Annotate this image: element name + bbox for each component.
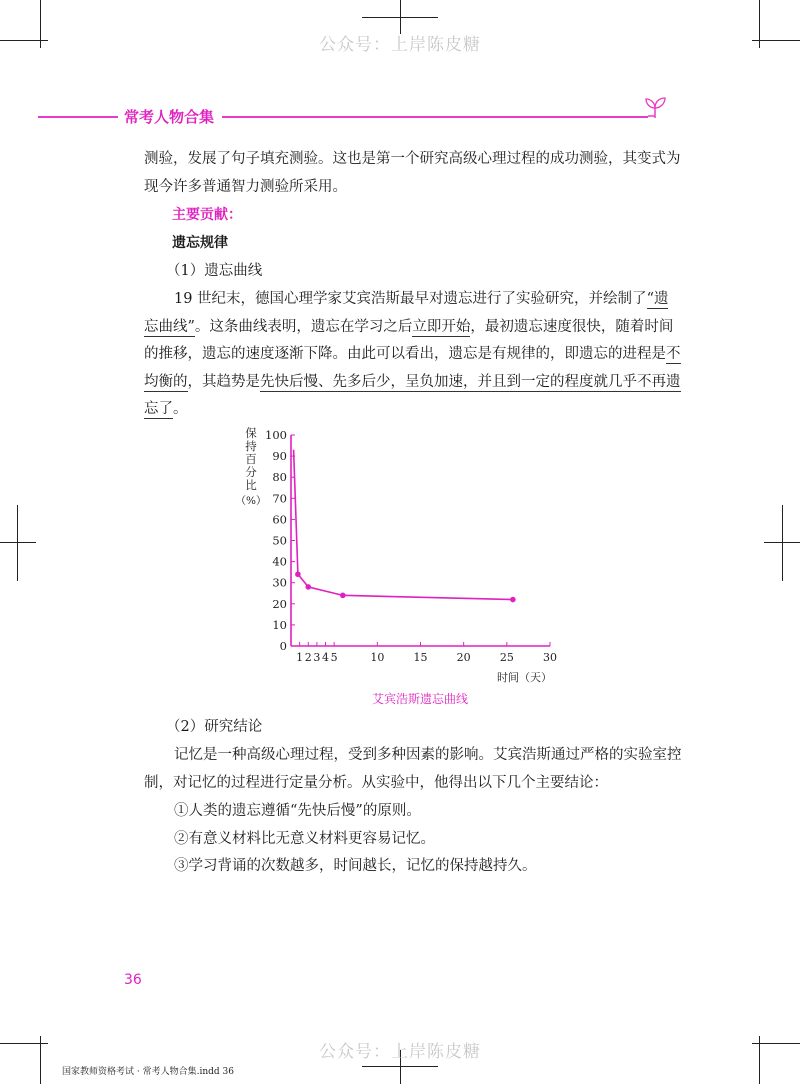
y-axis-label-char: 百 xyxy=(245,452,257,466)
x-tick-label: 1 xyxy=(296,651,304,664)
underlined-term: 忘了 xyxy=(144,401,173,417)
underlined-term: 不 xyxy=(666,346,681,362)
data-point xyxy=(340,593,346,599)
x-tick-label: 15 xyxy=(413,651,428,664)
series-line xyxy=(294,450,513,600)
header-rule-left xyxy=(38,116,118,118)
section-label: 主要贡献： xyxy=(172,207,242,223)
x-tick-label: 2 xyxy=(304,651,312,664)
y-tick-label: 80 xyxy=(272,470,287,485)
y-tick-label: 100 xyxy=(265,428,287,442)
crop-mark xyxy=(0,542,36,543)
text-run: 。这条曲线表明，遗忘在学习之后 xyxy=(194,318,413,335)
x-tick-label: 20 xyxy=(456,651,471,664)
crop-mark xyxy=(782,505,783,581)
footer-file-info: 国家教师资格考试 · 常考人物合集.indd 36 xyxy=(62,1067,234,1077)
underlined-term: 均衡的 xyxy=(144,373,188,390)
y-axis-label-char: 分 xyxy=(245,465,257,479)
page-number: 36 xyxy=(124,972,142,988)
data-point xyxy=(510,597,516,603)
underlined-term: 忘曲线” xyxy=(144,318,195,335)
list-item: ②有意义材料比无意义材料更容易记忆。 xyxy=(174,830,435,847)
y-tick-label: 40 xyxy=(272,554,287,569)
intro-paragraph xyxy=(144,146,681,201)
underlined-term: “遗 xyxy=(646,291,669,307)
conclusion-list xyxy=(144,798,658,881)
forgetting-curve-chart xyxy=(220,420,580,690)
y-tick-label: 50 xyxy=(272,533,287,548)
list-item: ③学习背诵的次数越多，时间越长，记忆的保持越持久。 xyxy=(174,858,537,874)
list-item: ①人类的遗忘遵循“先快后慢”的原则。 xyxy=(174,803,421,819)
x-axis-label: 时间（天） xyxy=(497,671,552,684)
x-tick-label: 5 xyxy=(330,651,338,664)
crop-mark xyxy=(17,505,18,581)
x-tick-label: 30 xyxy=(543,651,557,664)
text-line xyxy=(144,314,674,342)
crop-mark xyxy=(362,17,438,18)
text-run: 。 xyxy=(173,401,188,417)
underlined-term: 先快后慢、先多后少，呈负加速，并且到一定的程度就几乎不再遗 xyxy=(260,373,681,390)
data-series xyxy=(294,450,516,603)
y-axis-label-char: 比 xyxy=(245,478,257,492)
x-tick-label: 25 xyxy=(499,651,514,664)
header-title: 常考人物合集 xyxy=(124,108,215,126)
y-tick-label: 60 xyxy=(272,512,287,527)
y-axis-label xyxy=(236,426,267,507)
y-tick-label: 30 xyxy=(272,575,287,590)
conclusion-paragraph xyxy=(144,742,682,797)
header-rule-right xyxy=(222,116,648,118)
y-tick-label: 10 xyxy=(272,617,287,632)
watermark-bottom: 公众号：上岸陈皮糖 xyxy=(319,1042,481,1062)
sprout-icon xyxy=(640,94,670,120)
text-run: 19 世纪末，德国心理学家艾宾浩斯最早对遗忘进行了实验研究，并绘制了 xyxy=(174,291,647,307)
text-run: ，最初遗忘速度很快，随着时间 xyxy=(470,318,674,335)
underlined-term: 立即开始 xyxy=(412,318,471,335)
y-axis-label-char: 保 xyxy=(245,426,257,440)
data-point xyxy=(305,584,311,590)
y-tick-label: 0 xyxy=(279,639,287,653)
text-run: 的推移，遗忘的速度逐渐下降。由此可以看出，遗忘是有规律的，即遗忘的进程是 xyxy=(144,346,666,362)
data-point xyxy=(295,571,301,577)
text-line: 记忆是一种高级心理过程，受到多种因素的影响。艾宾浩斯通过严格的实验室控 xyxy=(174,747,682,763)
text-line: 现今许多普通智力测验所采用。 xyxy=(144,178,347,195)
x-tick-label: 4 xyxy=(322,651,330,664)
subsection-title-curve: （1）遗忘曲线 xyxy=(166,263,263,279)
y-tick-label: 70 xyxy=(272,491,287,506)
topic-title: 遗忘规律 xyxy=(172,235,228,251)
text-line: 测验，发展了句子填充测验。这也是第一个研究高级心理过程的成功测验，其变式为 xyxy=(144,151,681,167)
x-tick-label: 10 xyxy=(370,651,385,664)
crop-mark xyxy=(764,542,800,543)
y-axis-label-unit: （%） xyxy=(235,495,267,507)
y-axis-label-char: 持 xyxy=(245,439,257,453)
subsection-title-conclusion: （2）研究结论 xyxy=(166,719,263,735)
curve-paragraph xyxy=(144,286,681,424)
text-run: ，其趋势是 xyxy=(187,373,260,390)
y-tick-label: 20 xyxy=(272,596,287,611)
text-line xyxy=(144,341,681,369)
watermark-top: 公众号：上岸陈皮糖 xyxy=(319,35,481,55)
axes xyxy=(291,435,550,646)
text-line xyxy=(144,286,669,314)
crop-mark xyxy=(362,1066,438,1067)
text-line xyxy=(144,369,681,397)
y-tick-label: 90 xyxy=(272,449,287,464)
chart-caption: 艾宾浩斯遗忘曲线 xyxy=(371,692,468,706)
x-tick-label: 3 xyxy=(313,651,321,664)
text-line: 制，对记忆的过程进行定量分析。从实验中，他得出以下几个主要结论： xyxy=(144,774,608,791)
